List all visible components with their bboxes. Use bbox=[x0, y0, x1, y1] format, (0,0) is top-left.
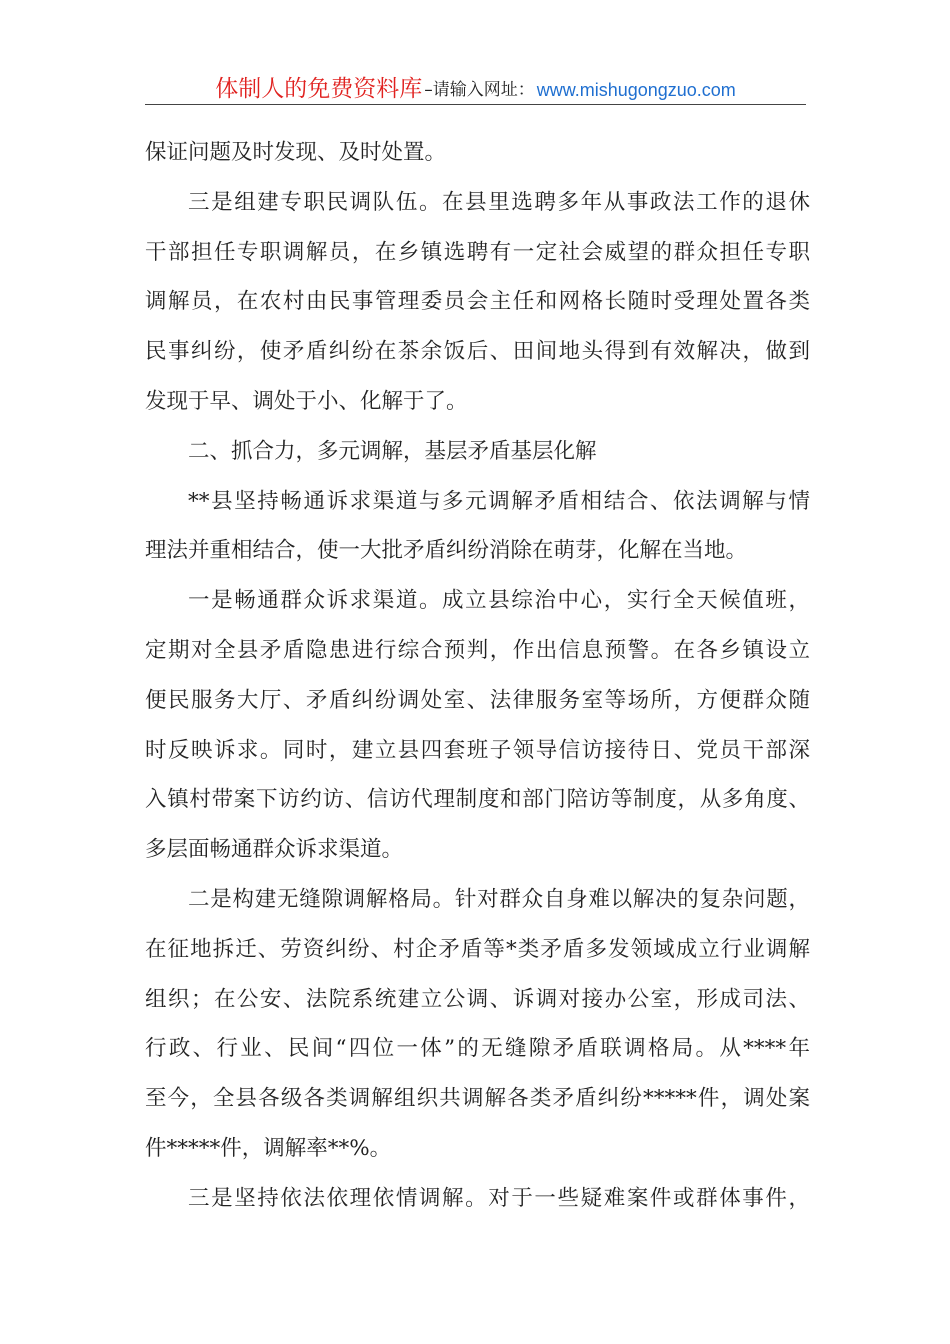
text-line: 入镇村带案下访约访、信访代理制度和部门陪访等制度，从多角度、 bbox=[145, 787, 810, 813]
text-line: 时反映诉求。同时，建立县四套班子领导信访接待日、党员干部深 bbox=[145, 737, 810, 763]
text-line: 二是构建无缝隙调解格局。针对群众自身难以解决的复杂问题， bbox=[188, 886, 810, 912]
text-line: 三是坚持依法依理依情调解。对于一些疑难案件或群体事件， bbox=[188, 1185, 810, 1211]
text-line: 便民服务大厅、矛盾纠纷调处室、法律服务室等场所，方便群众随 bbox=[145, 687, 810, 713]
text-line: 发现于早、调处于小、化解于了。 bbox=[145, 388, 468, 414]
text-line: 组织；在公安、法院系统建立公调、诉调对接办公室，形成司法、 bbox=[145, 986, 810, 1012]
text-line: 调解员，在农村由民事管理委员会主任和网格长随时受理处置各类 bbox=[145, 289, 810, 315]
text-line: 保证问题及时发现、及时处置。 bbox=[145, 140, 447, 165]
section-heading: 二、抓合力，多元调解，基层矛盾基层化解 bbox=[188, 438, 597, 464]
text-line: 民事纠纷，使矛盾纠纷在茶余饭后、田间地头得到有效解决，做到 bbox=[145, 339, 810, 365]
text-line: 定期对全县矛盾隐患进行综合预判，作出信息预警。在各乡镇设立 bbox=[145, 637, 810, 663]
header-prompt: –请输入网址： bbox=[424, 80, 535, 100]
header-brand: 体制人的免费资料库 bbox=[215, 76, 423, 102]
text-line: **县坚持畅通诉求渠道与多元调解矛盾相结合、依法调解与情 bbox=[188, 488, 810, 514]
text-line: 在征地拆迁、劳资纠纷、村企矛盾等*类矛盾多发领域成立行业调解 bbox=[145, 936, 810, 962]
text-line: 三是组建专职民调队伍。在县里选聘多年从事政法工作的退休 bbox=[188, 189, 810, 215]
page-header bbox=[145, 72, 806, 105]
text-line: 干部担任专职调解员，在乡镇选聘有一定社会威望的群众担任专职 bbox=[145, 239, 810, 265]
text-line: 一是畅通群众诉求渠道。成立县综治中心，实行全天候值班， bbox=[188, 588, 810, 614]
text-line: 行政、行业、民间“四位一体”的无缝隙矛盾联调格局。从****年 bbox=[145, 1036, 810, 1062]
text-line: 件*****件，调解率**%。 bbox=[145, 1135, 392, 1161]
header-url-link[interactable]: www.mishugongzuo.com bbox=[536, 80, 736, 100]
text-line: 至今，全县各级各类调解组织共调解各类矛盾纠纷*****件，调处案 bbox=[145, 1086, 810, 1112]
document-body bbox=[145, 128, 810, 1224]
text-line: 理法并重相结合，使一大批矛盾纠纷消除在萌芽，化解在当地。 bbox=[145, 538, 748, 564]
text-line: 多层面畅通群众诉求渠道。 bbox=[145, 837, 404, 863]
